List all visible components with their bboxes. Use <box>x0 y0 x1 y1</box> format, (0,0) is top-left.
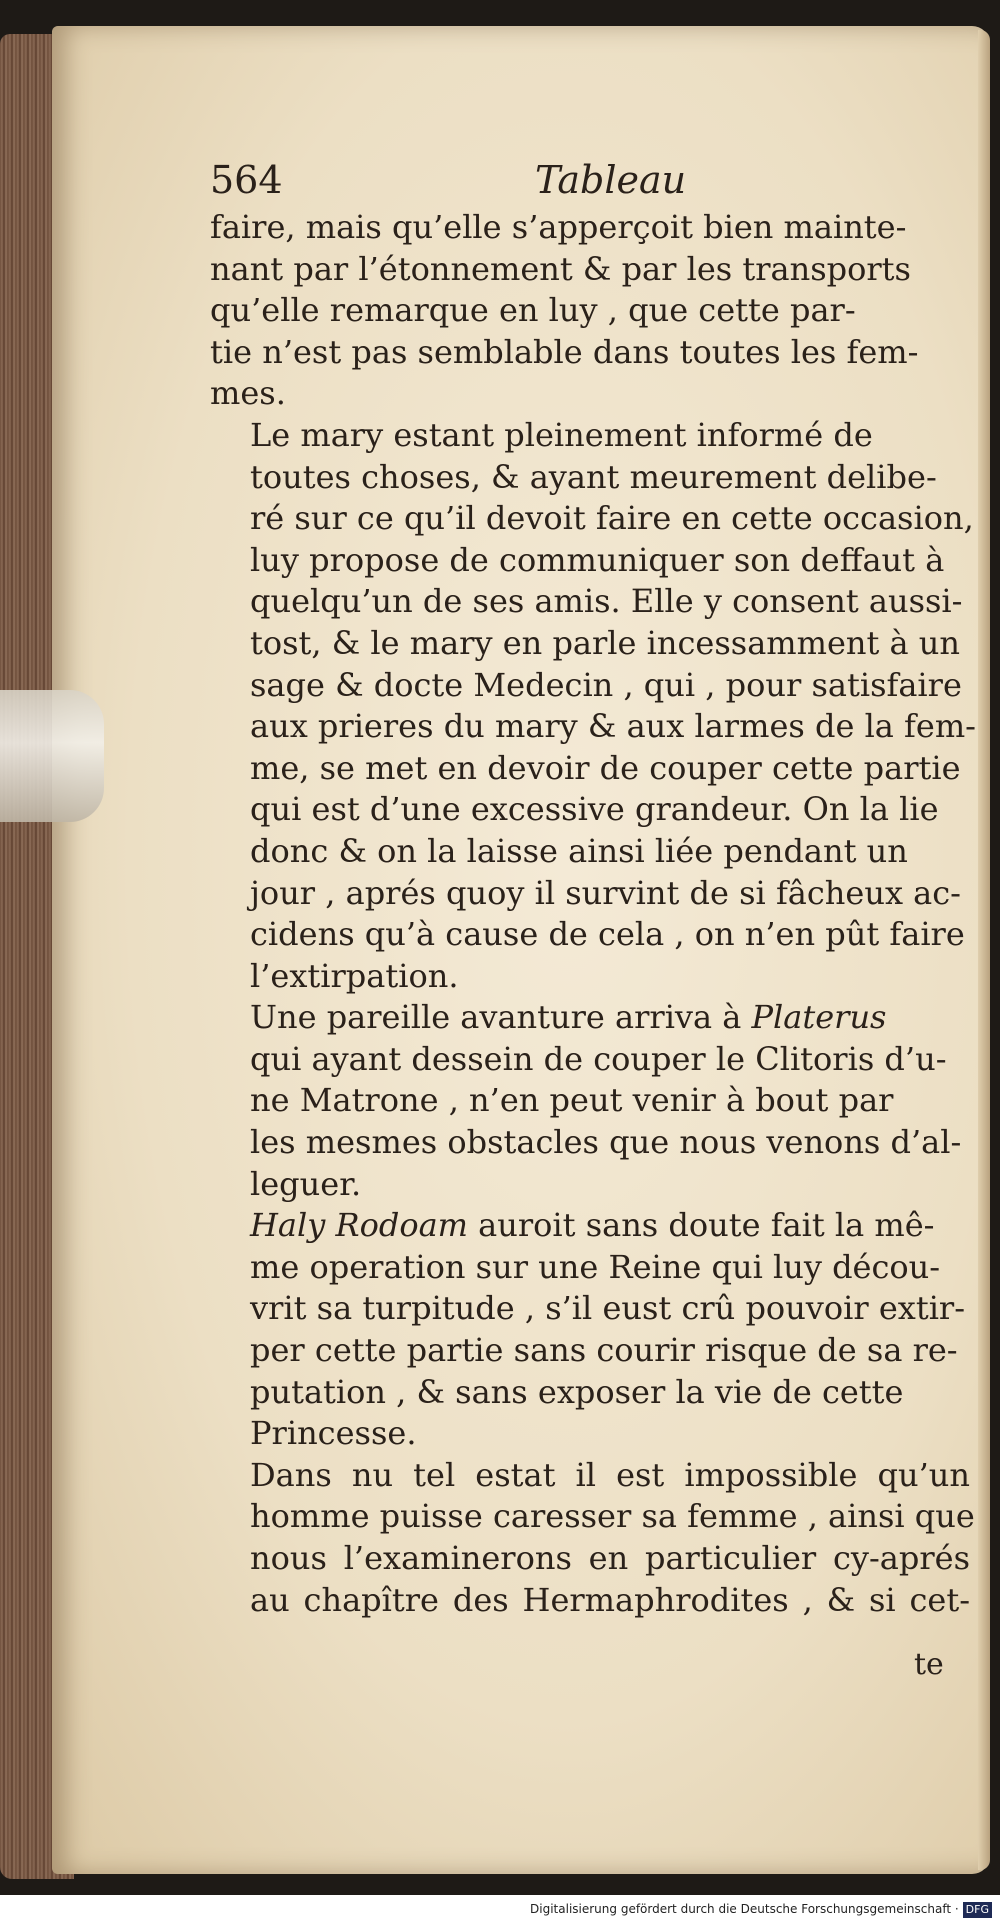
book-clasp <box>0 690 104 822</box>
page-header <box>210 155 970 205</box>
text-line: Princesse. <box>250 1414 417 1453</box>
text-line: les mesmes obstacles que nous venons d’al- <box>250 1123 962 1162</box>
text-line: toutes choses, & ayant meurement delibe- <box>250 457 937 496</box>
text-line: putation , & sans exposer la vie de cette <box>250 1372 904 1411</box>
text-line: nant par l’étonnement & par les transports <box>210 249 911 288</box>
text-line: faire, mais qu’elle s’apperçoit bien mainte- <box>210 208 907 246</box>
running-head: Tableau <box>535 158 687 202</box>
text-line: sage & docte Medecin , qui , pour satisfaire <box>250 665 962 704</box>
paragraph-3 <box>210 997 970 1205</box>
text-line: tie n’est pas semblable dans toutes les fem- <box>210 332 919 371</box>
paragraph-1 <box>210 207 970 415</box>
text-line <box>210 1205 970 1247</box>
page-number: 564 <box>210 158 283 202</box>
paragraph-5 <box>210 1455 975 1621</box>
text-line: mes. <box>210 374 286 413</box>
text-line: per cette partie sans courir risque de sa re- <box>250 1331 958 1370</box>
text-line <box>210 997 970 1039</box>
text-line: homme puisse caresser sa femme , ainsi que <box>250 1497 975 1536</box>
text-line: au chapître des Hermaphrodites , & si cet- <box>250 1580 970 1619</box>
footer-credit-text: Digitalisierung gefördert durch die Deutsche Forschungsgemeinschaft · <box>530 1902 959 1916</box>
right-page-edge <box>978 30 990 1870</box>
text-line: qui est d’une excessive grandeur. On la lie <box>250 790 939 829</box>
text-line: me, se met en devoir de couper cette partie <box>250 748 961 787</box>
paragraph-4 <box>210 1205 970 1455</box>
paragraph-2 <box>210 415 976 997</box>
text-line: ré sur ce qu’il devoit faire en cette occasion, <box>250 499 974 538</box>
footer-credit <box>530 1899 992 1919</box>
text-line: qui ayant dessein de couper le Clitoris d’u- <box>250 1039 947 1078</box>
text-line: l’extirpation. <box>250 956 459 995</box>
catchword: te <box>914 1647 944 1682</box>
text-line: nous l’examinerons en particulier cy-aprés <box>250 1539 970 1577</box>
text-line-start: Une pareille avanture arriva à <box>250 998 752 1037</box>
text-line: me operation sur une Reine qui luy décou- <box>250 1247 941 1286</box>
text-line-rest: auroit sans doute fait la mê- <box>468 1206 935 1245</box>
dfg-logo-icon: DFG <box>963 1902 992 1918</box>
text-line: ne Matrone , n’en peut venir à bout par <box>250 1081 894 1120</box>
text-line: quelqu’un de ses amis. Elle y consent aussi- <box>250 582 963 621</box>
text-line: qu’elle remarque en luy , que cette par- <box>210 291 856 330</box>
text-line: tost, & le mary en parle incessamment à un <box>250 623 960 662</box>
text-line: Dans nu tel estat il est impossible qu’un <box>250 1455 970 1494</box>
text-line: vrit sa turpitude , s’il eust crû pouvoir extir- <box>250 1289 966 1328</box>
text-line: luy propose de communiquer son deffaut à <box>250 540 945 579</box>
text-line: leguer. <box>250 1164 362 1203</box>
text-line: donc & on la laisse ainsi liée pendant un <box>250 831 908 870</box>
italic-name-platerus: Platerus <box>751 998 887 1037</box>
text-line: jour , aprés quoy il survint de si fâcheux ac- <box>250 873 961 912</box>
text-line: aux prieres du mary & aux larmes de la fem- <box>250 707 976 746</box>
footer-bar <box>0 1895 1000 1923</box>
page-text <box>210 155 976 1621</box>
italic-name-haly-rodoam: Haly Rodoam <box>250 1206 468 1245</box>
text-line: Le mary estant pleinement informé de <box>250 415 873 454</box>
text-line: cidens qu’à cause de cela , on n’en pût faire <box>250 915 965 954</box>
